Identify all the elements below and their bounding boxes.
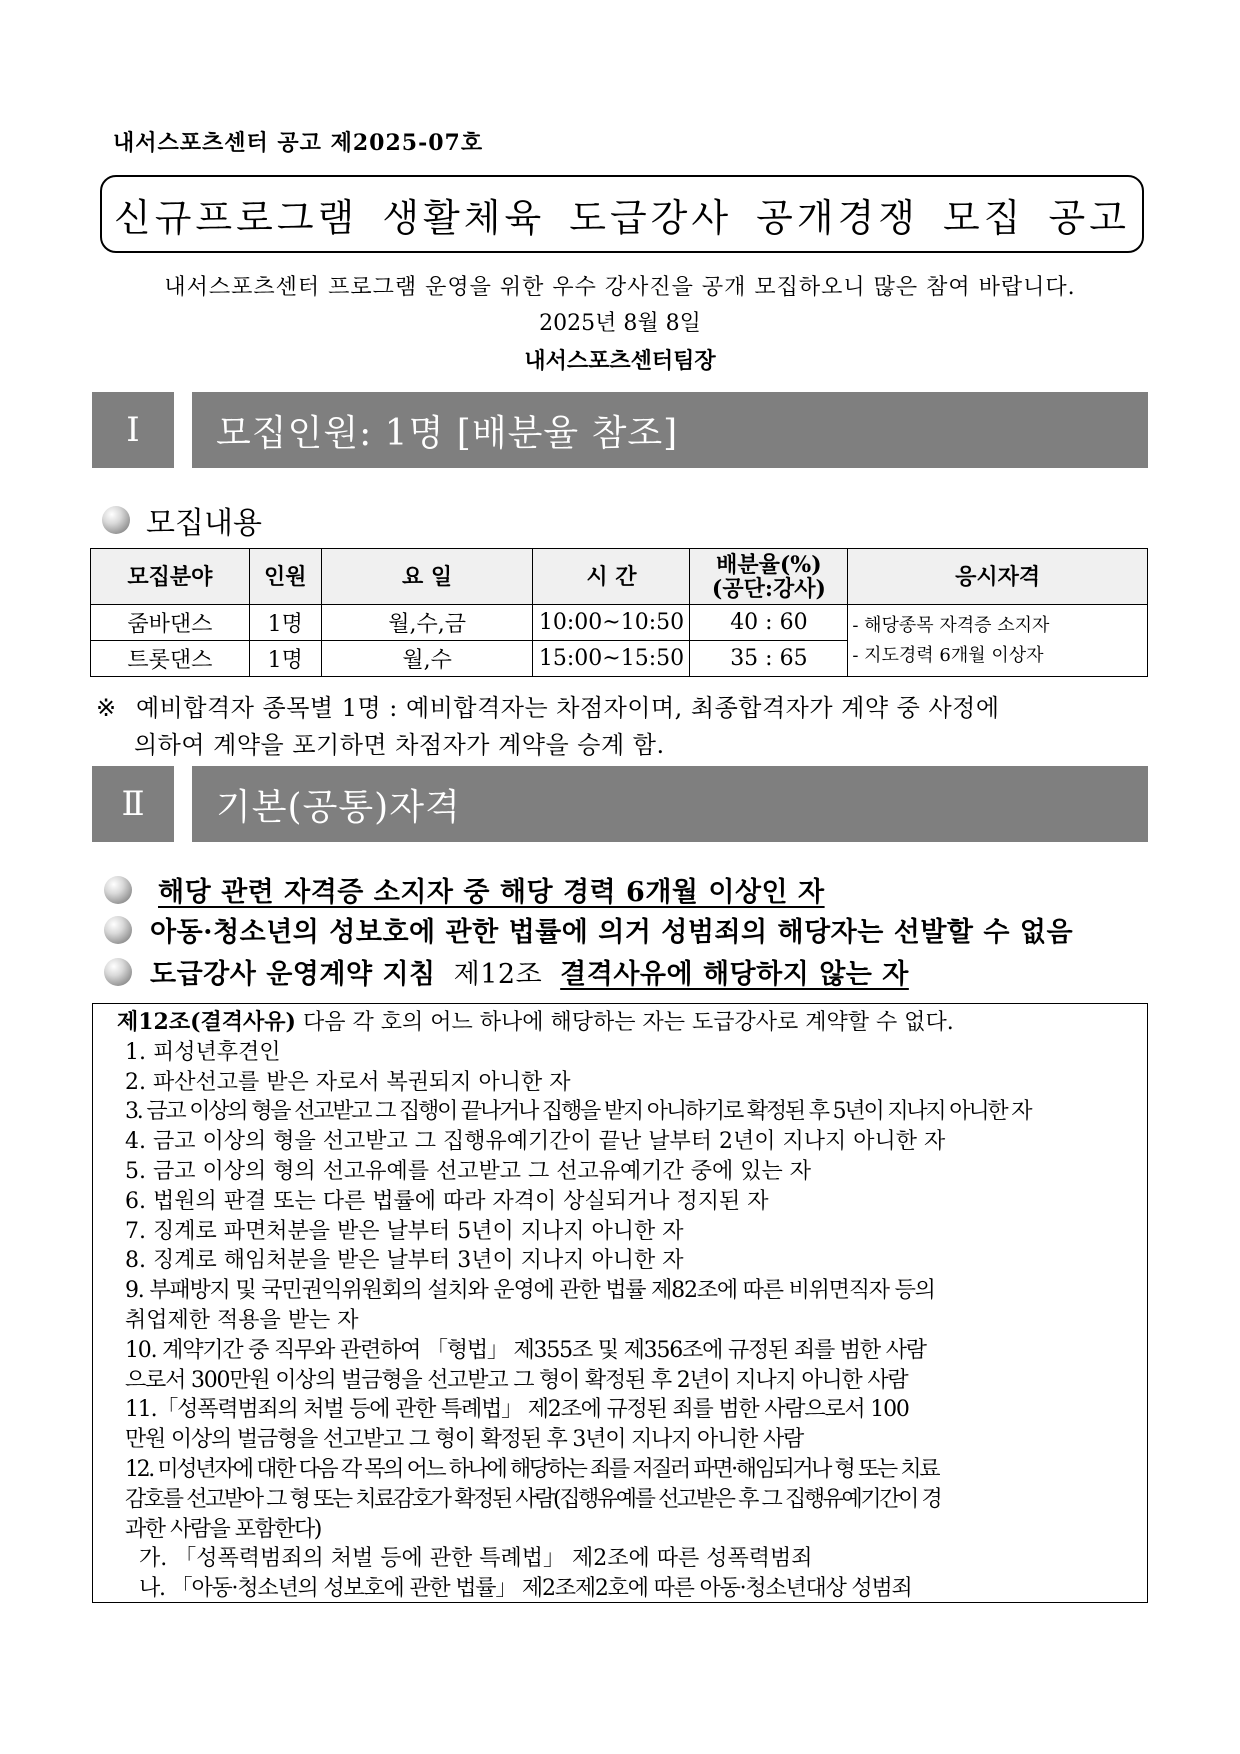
cell-ratio: 40 : 60 bbox=[690, 605, 848, 641]
intro-text: 내서스포츠센터 프로그램 운영을 위한 우수 강사진을 공개 모집하오니 많은 참여 바랍니다. bbox=[164, 275, 1076, 300]
section-2-number: Ⅱ bbox=[92, 766, 174, 842]
header-qualification: 응시자격 bbox=[848, 549, 1148, 605]
cell-time: 10:00~10:50 bbox=[533, 605, 690, 641]
cell-time: 15:00~15:50 bbox=[533, 641, 690, 677]
table-header-row bbox=[91, 549, 1148, 605]
article-item-cont: 감호를 선고받아 그 형 또는 치료감호가 확정된 사람(집행유예를 선고받은 후 그 집행유예기간이 경 bbox=[125, 1486, 941, 1512]
note-mark: ※ bbox=[96, 694, 117, 722]
article-item: 12. 미성년자에 대한 다음 각 목의 어느 하나에 해당하는 죄를 저질러 파면·해임되거나 형 또는 치료 bbox=[125, 1456, 939, 1482]
requirement-3-text: 결격사유에 해당하지 않는 자 bbox=[560, 959, 909, 990]
bullet-ball-icon bbox=[104, 916, 132, 944]
header-ratio-line2: (공단:강사) bbox=[711, 575, 826, 602]
article-item-cont: 만원 이상의 벌금형을 선고받고 그 형이 확정된 후 3년이 지나지 아니한 사람 bbox=[125, 1427, 804, 1453]
requirement-3-article: 제12조 bbox=[453, 959, 543, 990]
article-item: 8. 징계로 해임처분을 받은 날부터 3년이 지나지 아니한 자 bbox=[125, 1248, 684, 1274]
header-days: 요 일 bbox=[321, 549, 533, 605]
requirement-1 bbox=[104, 870, 825, 909]
article-intro: 다음 각 호의 어느 하나에 해당하는 자는 도급강사로 계약할 수 없다. bbox=[302, 1010, 954, 1035]
page-title: 신규프로그램 생활체육 도급강사 공개경쟁 모집 공고 bbox=[114, 195, 1130, 240]
article-header bbox=[117, 1008, 1137, 1038]
article-item: 3. 금고 이상의 형을 선고받고 그 집행이 끝나거나 집행을 받지 아니하기로 확정된 후 5년이 지나지 아니한 자 bbox=[125, 1099, 1031, 1125]
recruit-content-heading bbox=[102, 498, 262, 542]
article-subitem: 가. 「성폭력범죄의 처벌 등에 관한 특례법」 제2조에 따른 성폭력범죄 bbox=[139, 1546, 813, 1572]
reserve-note-text1: 예비합격자 종목별 1명 : 예비합격자는 차점자이며, 최종합격자가 계약 중 사정에 bbox=[136, 694, 1000, 722]
header-field: 모집분야 bbox=[91, 549, 250, 605]
article-item-cont: 으로서 300만원 이상의 벌금형을 선고받고 그 형이 확정된 후 2년이 지나지 아니한 사람 bbox=[125, 1367, 908, 1393]
requirement-3-guideline: 도급강사 운영계약 지침 bbox=[150, 959, 436, 990]
requirement-3 bbox=[104, 952, 909, 991]
bullet-ball-icon bbox=[104, 876, 132, 904]
reserve-note-text2: 의하여 계약을 포기하면 차점자가 계약을 승계 함. bbox=[134, 731, 665, 759]
article-item: 10. 계약기간 중 직무와 관련하여 「형법」 제355조 및 제356조에 규정된 죄를 범한 사람 bbox=[125, 1337, 926, 1363]
header-ratio bbox=[690, 549, 848, 605]
article-item: 2. 파산선고를 받은 자로서 복권되지 아니한 자 bbox=[125, 1069, 571, 1095]
notice-number: 내서스포츠센터 공고 제2025-07호 bbox=[113, 130, 484, 156]
header-count: 인원 bbox=[249, 549, 321, 605]
qualification-1: - 해당종목 자격증 소지자 bbox=[852, 614, 1050, 636]
bullet-ball-icon bbox=[104, 958, 132, 986]
article-item: 5. 금고 이상의 형의 선고유예를 선고받고 그 선고유예기간 중에 있는 자 bbox=[125, 1158, 811, 1184]
cell-field: 줌바댄스 bbox=[91, 605, 250, 641]
article-item: 7. 징계로 파면처분을 받은 날부터 5년이 지나지 아니한 자 bbox=[125, 1218, 684, 1244]
cell-ratio: 35 : 65 bbox=[690, 641, 848, 677]
header-ratio-line1: 배분율(%) bbox=[716, 551, 822, 578]
requirement-2-text: 아동·청소년의 성보호에 관한 법률에 의거 성범죄의 해당자는 선발할 수 없음 bbox=[150, 917, 1074, 948]
requirement-1-text: 해당 관련 자격증 소지자 중 해당 경력 6개월 이상인 자 bbox=[158, 877, 825, 908]
reserve-note-line1 bbox=[96, 690, 1148, 727]
article-subitem: 나. 「아동·청소년의 성보호에 관한 법률」 제2조제2호에 따른 아동·청소년대상 성범죄 bbox=[139, 1576, 912, 1602]
article-item-cont: 과한 사람을 포함한다) bbox=[125, 1516, 321, 1542]
cell-count: 1명 bbox=[249, 641, 321, 677]
qualification-2: - 지도경력 6개월 이상자 bbox=[852, 644, 1044, 666]
header-time: 시 간 bbox=[533, 549, 690, 605]
cell-days: 월,수,금 bbox=[321, 605, 533, 641]
article-item: 11.「성폭력범죄의 처벌 등에 관한 특례법」 제2조에 규정된 죄를 범한 사람으로서 100 bbox=[125, 1397, 909, 1423]
recruit-content-label: 모집내용 bbox=[146, 506, 262, 541]
table-row bbox=[91, 605, 1148, 641]
article-item: 1. 피성년후견인 bbox=[125, 1039, 281, 1065]
article-title: 제12조(결격사유) bbox=[117, 1009, 296, 1035]
notice-date: 2025년 8월 8일 bbox=[539, 311, 701, 336]
article-item: 6. 법원의 판결 또는 다른 법률에 따라 자격이 상실되거나 정지된 자 bbox=[125, 1188, 769, 1214]
section-1-number: Ⅰ bbox=[92, 392, 174, 468]
article-item-cont: 취업제한 적용을 받는 자 bbox=[125, 1307, 359, 1333]
cell-count: 1명 bbox=[249, 605, 321, 641]
section-1-title: 모집인원: 1명 [배분율 참조] bbox=[192, 392, 1148, 468]
reserve-note bbox=[96, 690, 1148, 764]
article-item: 9. 부패방지 및 국민권익위원회의 설치와 운영에 관한 법률 제82조에 따른 비위면직자 등의 bbox=[125, 1278, 935, 1304]
article-item: 4. 금고 이상의 형을 선고받고 그 집행유예기간이 끝난 날부터 2년이 지나지 아니한 자 bbox=[125, 1129, 946, 1155]
requirement-2 bbox=[104, 910, 1073, 949]
issuer: 내서스포츠센터팀장 bbox=[524, 348, 716, 374]
recruit-table bbox=[90, 548, 1148, 677]
title-box bbox=[100, 175, 1144, 253]
cell-qualification bbox=[848, 605, 1148, 677]
section-2-title: 기본(공통)자격 bbox=[192, 766, 1148, 842]
bullet-ball-icon bbox=[102, 506, 130, 534]
disqualification-article-box bbox=[92, 1003, 1148, 1603]
cell-days: 월,수 bbox=[321, 641, 533, 677]
cell-field: 트롯댄스 bbox=[91, 641, 250, 677]
